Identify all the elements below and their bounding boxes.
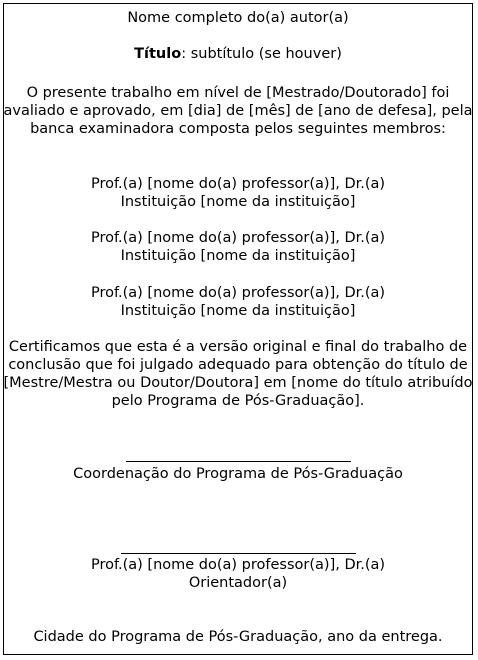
certification-line-2: conclusão que foi julgado adequado para obtenção do título de [8,357,468,373]
member-2-institution: Instituição [nome da instituição] [120,248,356,264]
member-1-institution: Instituição [nome da instituição] [120,194,356,210]
intro-line-2: avaliado e aprovado, em [dia] de [mês] de [ano de defesa], pela [3,103,473,119]
advisor-name: Prof.(a) [nome do(a) professor(a)], Dr.(a) [90,557,386,573]
coordination-label: Coordenação do Programa de Pós-Graduação [73,466,403,482]
city-year-footer: Cidade do Programa de Pós-Graduação, ano da entrega. [33,629,443,645]
title-label: Título [134,46,182,62]
intro-line-1: O presente trabalho em nível de [Mestrado/Doutorado] foi [26,85,450,101]
member-3-institution: Instituição [nome da instituição] [120,303,356,319]
title-subtitle: : subtítulo (se houver) [181,46,342,62]
coordination-signature-line [126,461,351,462]
intro-line-3: banca examinadora composta pelos seguintes membros: [30,121,446,137]
member-2-name: Prof.(a) [nome do(a) professor(a)], Dr.(a) [90,230,386,246]
advisor-signature-line [121,553,356,554]
certification-line-3: [Mestre/Mestra ou Doutor/Doutora] em [nome do título atribuído [3,375,473,391]
author-name: Nome completo do(a) autor(a) [127,10,349,26]
certification-line-1: Certificamos que esta é a versão original e final do trabalho de [8,339,468,355]
certification-line-4: pelo Programa de Pós-Graduação]. [111,393,365,409]
member-1-name: Prof.(a) [nome do(a) professor(a)], Dr.(a) [90,176,386,192]
work-title [3,45,473,63]
member-3-name: Prof.(a) [nome do(a) professor(a)], Dr.(a) [90,285,386,301]
advisor-role: Orientador(a) [188,575,288,591]
